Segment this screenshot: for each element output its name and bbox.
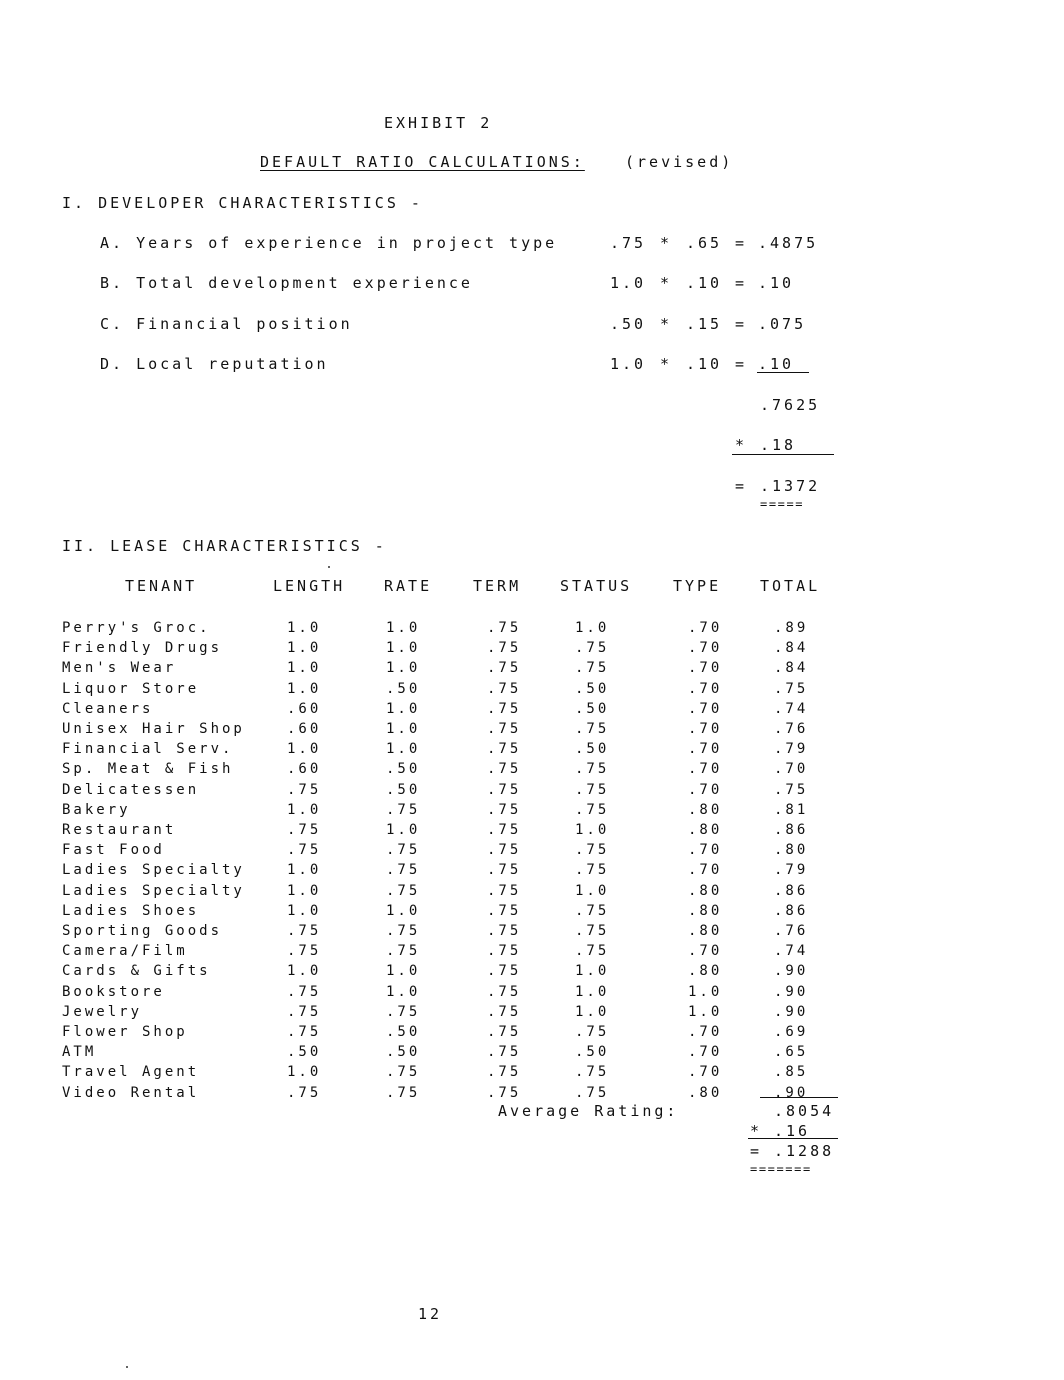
status-cell: .75 [575, 781, 610, 798]
total-cell: .80 [774, 842, 809, 859]
total-cell: .76 [774, 721, 809, 737]
tenant-name: Video Rental [62, 1084, 200, 1101]
status-cell: 1.0 [575, 882, 610, 899]
rate-cell: 1.0 [386, 640, 421, 657]
type-cell: .80 [688, 822, 723, 838]
developer-item-label: D. Local reputation [100, 355, 329, 373]
status-cell: .75 [575, 801, 610, 818]
length-cell: .60 [287, 721, 322, 737]
length-cell: 1.0 [287, 660, 322, 677]
developer-item-result: .075 [758, 315, 807, 333]
tenant-name: Camera/Film [62, 943, 188, 960]
total-cell: .86 [774, 882, 809, 899]
rate-cell: .50 [386, 680, 421, 697]
type-cell: .70 [688, 741, 723, 758]
equals-sign: = [735, 315, 748, 333]
total-cell: .86 [774, 822, 809, 838]
status-cell: .75 [575, 660, 610, 677]
page-number: 12 [418, 1305, 443, 1323]
developer-item-rating: .75 [610, 234, 647, 252]
term-cell: .75 [487, 1003, 522, 1020]
length-cell: .75 [287, 842, 322, 859]
type-cell: .80 [688, 902, 723, 919]
developer-subtotal: .7625 [760, 396, 821, 414]
tenant-name: Men's Wear [62, 660, 177, 677]
length-cell: .75 [287, 983, 322, 1000]
rate-cell: 1.0 [386, 721, 421, 737]
column-header: TERM [473, 577, 522, 595]
total-cell: .90 [774, 1003, 809, 1020]
length-cell: .50 [287, 1044, 322, 1061]
length-cell: 1.0 [287, 640, 322, 657]
term-cell: .75 [487, 882, 522, 899]
type-cell: .70 [688, 842, 723, 859]
heading-note: (revised) [625, 153, 734, 171]
type-cell: .70 [688, 680, 723, 697]
tenant-name: Perry's Groc. [62, 620, 211, 636]
developer-section-title: I. DEVELOPER CHARACTERISTICS - [62, 194, 423, 212]
term-cell: .75 [487, 801, 522, 818]
developer-item-label: A. Years of experience in project type [100, 234, 558, 252]
status-cell: .75 [575, 721, 610, 737]
column-header: TOTAL [760, 577, 821, 595]
status-cell: .50 [575, 741, 610, 758]
subtotal-rule [757, 372, 809, 373]
rate-cell: 1.0 [386, 902, 421, 919]
total-cell: .79 [774, 862, 809, 879]
term-cell: .75 [487, 620, 522, 636]
status-cell: 1.0 [575, 963, 610, 980]
length-cell: 1.0 [287, 882, 322, 899]
tenant-name: Bakery [62, 801, 131, 818]
status-cell: .75 [575, 1084, 610, 1101]
status-cell: .50 [575, 1044, 610, 1061]
rate-cell: 1.0 [386, 620, 421, 636]
term-cell: .75 [487, 822, 522, 838]
exhibit-title: EXHIBIT 2 [384, 114, 493, 132]
scan-speck [126, 1366, 128, 1368]
rate-cell: .50 [386, 761, 421, 778]
length-cell: .75 [287, 822, 322, 838]
type-cell: .70 [688, 620, 723, 636]
tenant-name: Liquor Store [62, 680, 200, 697]
total-cell: .76 [774, 923, 809, 939]
length-cell: 1.0 [287, 862, 322, 879]
type-cell: .80 [688, 801, 723, 818]
rate-cell: .50 [386, 781, 421, 798]
equals-sign: = [735, 274, 748, 292]
type-cell: .70 [688, 1064, 723, 1081]
type-cell: .70 [688, 761, 723, 778]
term-cell: .75 [487, 660, 522, 677]
length-cell: 1.0 [287, 801, 322, 818]
tenant-name: Ladies Specialty [62, 862, 245, 879]
term-cell: .75 [487, 680, 522, 697]
column-header: RATE [384, 577, 433, 595]
length-cell: 1.0 [287, 680, 322, 697]
developer-item-weight: .15 [686, 315, 723, 333]
lease-section-title: II. LEASE CHARACTERISTICS - [62, 537, 387, 555]
rate-cell: .50 [386, 1044, 421, 1061]
lease-factor: .16 [774, 1122, 811, 1140]
rate-cell: .75 [386, 943, 421, 960]
tenant-name: Ladies Specialty [62, 882, 245, 899]
status-cell: 1.0 [575, 822, 610, 838]
scan-speck [328, 566, 330, 568]
status-cell: .75 [575, 1024, 610, 1040]
developer-item-label: B. Total development experience [100, 274, 473, 292]
type-cell: .70 [688, 1044, 723, 1061]
term-cell: .75 [487, 842, 522, 859]
tenant-name: Fast Food [62, 842, 165, 859]
rate-cell: 1.0 [386, 983, 421, 1000]
tenant-name: Financial Serv. [62, 741, 234, 758]
total-cell: .74 [774, 943, 809, 960]
average-rating-label: Average Rating: [498, 1102, 679, 1120]
tenant-name: Flower Shop [62, 1024, 188, 1040]
rate-cell: .75 [386, 862, 421, 879]
developer-item-label: C. Financial position [100, 315, 353, 333]
total-cell: .70 [774, 761, 809, 778]
rate-cell: 1.0 [386, 741, 421, 758]
rate-cell: .50 [386, 1024, 421, 1040]
multiply-sign: * [660, 355, 673, 373]
tenant-name: ATM [62, 1044, 97, 1061]
rate-cell: .75 [386, 801, 421, 818]
rate-cell: .75 [386, 1064, 421, 1081]
rate-cell: .75 [386, 1003, 421, 1020]
term-cell: .75 [487, 741, 522, 758]
status-cell: 1.0 [575, 620, 610, 636]
tenant-name: Jewelry [62, 1003, 143, 1020]
equals-sign: = [735, 477, 748, 495]
total-cell: .75 [774, 680, 809, 697]
total-cell: .84 [774, 660, 809, 677]
term-cell: .75 [487, 862, 522, 879]
tenant-name: Friendly Drugs [62, 640, 223, 657]
status-cell: .75 [575, 923, 610, 939]
length-cell: .75 [287, 1003, 322, 1020]
tenant-name: Delicatessen [62, 781, 200, 798]
multiply-sign: * [660, 234, 673, 252]
length-cell: .75 [287, 1024, 322, 1040]
tenant-name: Travel Agent [62, 1064, 200, 1081]
length-cell: .75 [287, 943, 322, 960]
length-cell: 1.0 [287, 902, 322, 919]
totals-rule [760, 1097, 838, 1098]
tenant-name: Bookstore [62, 983, 165, 1000]
equals-sign: = [735, 355, 748, 373]
developer-result: .1372 [760, 477, 821, 495]
length-cell: 1.0 [287, 1064, 322, 1081]
term-cell: .75 [487, 923, 522, 939]
type-cell: .70 [688, 1024, 723, 1040]
type-cell: .70 [688, 943, 723, 960]
status-cell: 1.0 [575, 983, 610, 1000]
type-cell: .80 [688, 882, 723, 899]
term-cell: .75 [487, 1064, 522, 1081]
total-cell: .84 [774, 640, 809, 657]
factor-rule [748, 1138, 838, 1139]
equals-sign: = [750, 1142, 763, 1160]
type-cell: .70 [688, 721, 723, 737]
type-cell: .80 [688, 923, 723, 939]
rate-cell: 1.0 [386, 963, 421, 980]
type-cell: .70 [688, 781, 723, 798]
multiply-sign: * [735, 436, 748, 454]
term-cell: .75 [487, 700, 522, 717]
status-cell: .75 [575, 943, 610, 960]
length-cell: .75 [287, 781, 322, 798]
term-cell: .75 [487, 721, 522, 737]
developer-item-weight: .10 [686, 274, 723, 292]
rate-cell: .75 [386, 923, 421, 939]
status-cell: .75 [575, 842, 610, 859]
term-cell: .75 [487, 963, 522, 980]
type-cell: 1.0 [688, 983, 723, 1000]
developer-item-result: .4875 [758, 234, 819, 252]
total-cell: .69 [774, 1024, 809, 1040]
length-cell: .75 [287, 1084, 322, 1101]
status-cell: .50 [575, 700, 610, 717]
column-header: TENANT [125, 577, 198, 595]
column-header: TYPE [673, 577, 722, 595]
developer-item-result: .10 [758, 274, 795, 292]
tenant-name: Unisex Hair Shop [62, 721, 245, 737]
developer-item-rating: .50 [610, 315, 647, 333]
tenant-name: Sporting Goods [62, 923, 223, 939]
developer-item-result: .10 [758, 355, 795, 373]
column-header: LENGTH [273, 577, 346, 595]
term-cell: .75 [487, 983, 522, 1000]
type-cell: .70 [688, 660, 723, 677]
length-cell: 1.0 [287, 620, 322, 636]
equals-sign: = [735, 234, 748, 252]
total-cell: .89 [774, 620, 809, 636]
developer-item-weight: .65 [686, 234, 723, 252]
term-cell: .75 [487, 761, 522, 778]
tenant-name: Sp. Meat & Fish [62, 761, 234, 778]
total-cell: .81 [774, 801, 809, 818]
length-cell: 1.0 [287, 741, 322, 758]
total-cell: .90 [774, 1084, 809, 1101]
status-cell: .75 [575, 902, 610, 919]
length-cell: .75 [287, 923, 322, 939]
total-cell: .90 [774, 983, 809, 1000]
type-cell: .70 [688, 640, 723, 657]
total-cell: .85 [774, 1064, 809, 1081]
type-cell: .80 [688, 963, 723, 980]
status-cell: .75 [575, 862, 610, 879]
status-cell: 1.0 [575, 1003, 610, 1020]
length-cell: 1.0 [287, 963, 322, 980]
lease-result: .1288 [774, 1142, 835, 1160]
rate-cell: .75 [386, 842, 421, 859]
factor-rule [732, 454, 834, 455]
length-cell: .60 [287, 700, 322, 717]
term-cell: .75 [487, 1024, 522, 1040]
type-cell: 1.0 [688, 1003, 723, 1020]
multiply-sign: * [750, 1122, 763, 1140]
term-cell: .75 [487, 902, 522, 919]
multiply-sign: * [660, 274, 673, 292]
status-cell: .75 [575, 1064, 610, 1081]
double-rule: ===== [760, 497, 805, 511]
status-cell: .75 [575, 761, 610, 778]
term-cell: .75 [487, 943, 522, 960]
total-cell: .79 [774, 741, 809, 758]
length-cell: .60 [287, 761, 322, 778]
term-cell: .75 [487, 781, 522, 798]
total-cell: .90 [774, 963, 809, 980]
developer-item-weight: .10 [686, 355, 723, 373]
total-cell: .86 [774, 902, 809, 919]
status-cell: .50 [575, 680, 610, 697]
tenant-name: Ladies Shoes [62, 902, 200, 919]
average-rating-value: .8054 [774, 1102, 835, 1120]
page-heading: DEFAULT RATIO CALCULATIONS: [260, 153, 585, 171]
type-cell: .70 [688, 700, 723, 717]
tenant-name: Cards & Gifts [62, 963, 211, 980]
total-cell: .74 [774, 700, 809, 717]
developer-item-rating: 1.0 [610, 274, 647, 292]
multiply-sign: * [660, 315, 673, 333]
rate-cell: 1.0 [386, 700, 421, 717]
type-cell: .70 [688, 862, 723, 879]
tenant-name: Cleaners [62, 700, 154, 717]
term-cell: .75 [487, 1084, 522, 1101]
tenant-name: Restaurant [62, 822, 177, 838]
rate-cell: .75 [386, 1084, 421, 1101]
term-cell: .75 [487, 640, 522, 657]
rate-cell: .75 [386, 882, 421, 899]
status-cell: .75 [575, 640, 610, 657]
total-cell: .75 [774, 781, 809, 798]
rate-cell: 1.0 [386, 660, 421, 677]
developer-factor: .18 [760, 436, 797, 454]
total-cell: .65 [774, 1044, 809, 1061]
rate-cell: 1.0 [386, 822, 421, 838]
column-header: STATUS [560, 577, 633, 595]
developer-item-rating: 1.0 [610, 355, 647, 373]
double-rule: ======= [750, 1162, 812, 1176]
term-cell: .75 [487, 1044, 522, 1061]
type-cell: .80 [688, 1084, 723, 1101]
